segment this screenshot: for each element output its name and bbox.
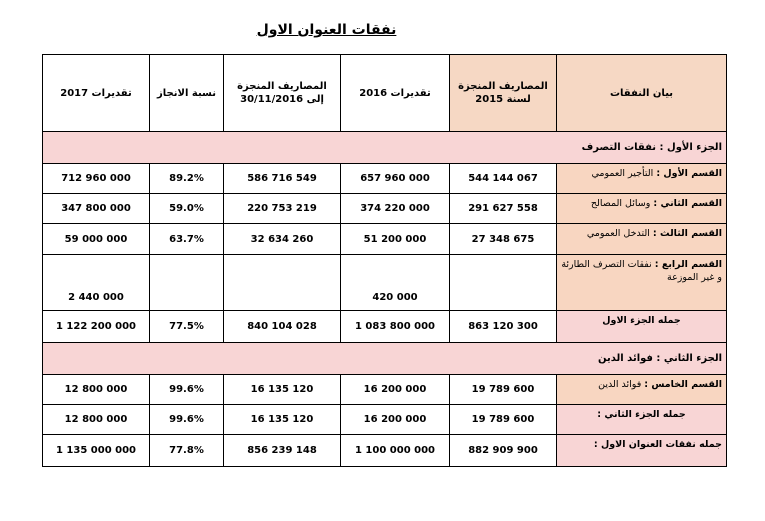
cell-spent-to-date: 840 104 028: [224, 311, 341, 343]
grand-total-label: جمله نفقات العنوان الاول :: [557, 435, 727, 467]
cell-est-2017: 12 800 000: [43, 405, 150, 435]
cell-spent-to-date: 32 634 260: [224, 224, 341, 255]
row-label: القسم الثاني : وسائل المصالح: [557, 194, 727, 224]
total-row: [43, 405, 727, 435]
cell-est-2016: 16 200 000: [341, 375, 450, 405]
row-label: القسم الثالث : التدخل العمومي: [557, 224, 727, 255]
row-label: القسم الخامس : فوائد الدين: [557, 375, 727, 405]
cell-est-2016: 51 200 000: [341, 224, 450, 255]
table-row: [43, 224, 727, 255]
cell-est-2017: 347 800 000: [43, 194, 150, 224]
grand-total-row: [43, 435, 727, 467]
header-label: بيان النفقات: [557, 55, 727, 132]
cell-est-2016: 374 220 000: [341, 194, 450, 224]
cell-spent-to-date: 16 135 120: [224, 375, 341, 405]
cell-spent-2015: 544 144 067: [450, 164, 557, 194]
header-ratio: نسبة الانجاز: [150, 55, 224, 132]
cell-spent-2015: 19 789 600: [450, 405, 557, 435]
cell-ratio: 99.6%: [150, 405, 224, 435]
cell-spent-2015: 863 120 300: [450, 311, 557, 343]
cell-ratio: 77.8%: [150, 435, 224, 467]
header-est-2017: تقديرات 2017: [43, 55, 150, 132]
table-row: [43, 375, 727, 405]
section-row: [43, 132, 727, 164]
cell-spent-2015: 27 348 675: [450, 224, 557, 255]
cell-spent-2015: 19 789 600: [450, 375, 557, 405]
table-row: [43, 194, 727, 224]
cell-est-2016: 1 100 000 000: [341, 435, 450, 467]
cell-spent-to-date: 220 753 219: [224, 194, 341, 224]
part1-total-label: جمله الجزء الاول: [557, 311, 727, 343]
total-row: [43, 311, 727, 343]
cell-ratio: 89.2%: [150, 164, 224, 194]
cell-spent-to-date: 856 239 148: [224, 435, 341, 467]
cell-ratio: 99.6%: [150, 375, 224, 405]
expenses-table: [42, 54, 727, 467]
page-title: نفقات العنوان الاول: [256, 22, 397, 38]
row-label: القسم الرابع : نفقات التصرف الطارئة و غير الموزعة: [557, 255, 727, 311]
cell-spent-to-date: 586 716 549: [224, 164, 341, 194]
cell-est-2016: 16 200 000: [341, 405, 450, 435]
part2-total-label: جمله الجزء الثاني :: [557, 405, 727, 435]
table-row: [43, 255, 727, 311]
cell-est-2017: 712 960 000: [43, 164, 150, 194]
cell-ratio: 59.0%: [150, 194, 224, 224]
part2-title: الجزء الثاني : فوائد الدين: [43, 343, 727, 375]
cell-spent-to-date: [224, 255, 341, 311]
cell-est-2017: 1 122 200 000: [43, 311, 150, 343]
header-spent-to-date: المصاريف المنجزة إلى 30/11/2016: [224, 55, 341, 132]
cell-est-2017: 1 135 000 000: [43, 435, 150, 467]
cell-est-2016: 420 000: [341, 255, 450, 311]
part1-title: الجزء الأول : نفقات التصرف: [43, 132, 727, 164]
cell-est-2017: 59 000 000: [43, 224, 150, 255]
cell-est-2016: 1 083 800 000: [341, 311, 450, 343]
cell-ratio: 77.5%: [150, 311, 224, 343]
cell-spent-2015: 882 909 900: [450, 435, 557, 467]
cell-ratio: [150, 255, 224, 311]
section-row: [43, 343, 727, 375]
header-row: [43, 55, 727, 132]
cell-est-2016: 657 960 000: [341, 164, 450, 194]
cell-ratio: 63.7%: [150, 224, 224, 255]
row-label: القسم الأول : التأجير العمومي: [557, 164, 727, 194]
header-est-2016: تقديرات 2016: [341, 55, 450, 132]
cell-spent-2015: [450, 255, 557, 311]
table-row: [43, 164, 727, 194]
cell-spent-2015: 291 627 558: [450, 194, 557, 224]
cell-est-2017: 2 440 000: [43, 255, 150, 311]
cell-spent-to-date: 16 135 120: [224, 405, 341, 435]
header-spent-2015: المصاريف المنجزة لسنة 2015: [450, 55, 557, 132]
cell-est-2017: 12 800 000: [43, 375, 150, 405]
